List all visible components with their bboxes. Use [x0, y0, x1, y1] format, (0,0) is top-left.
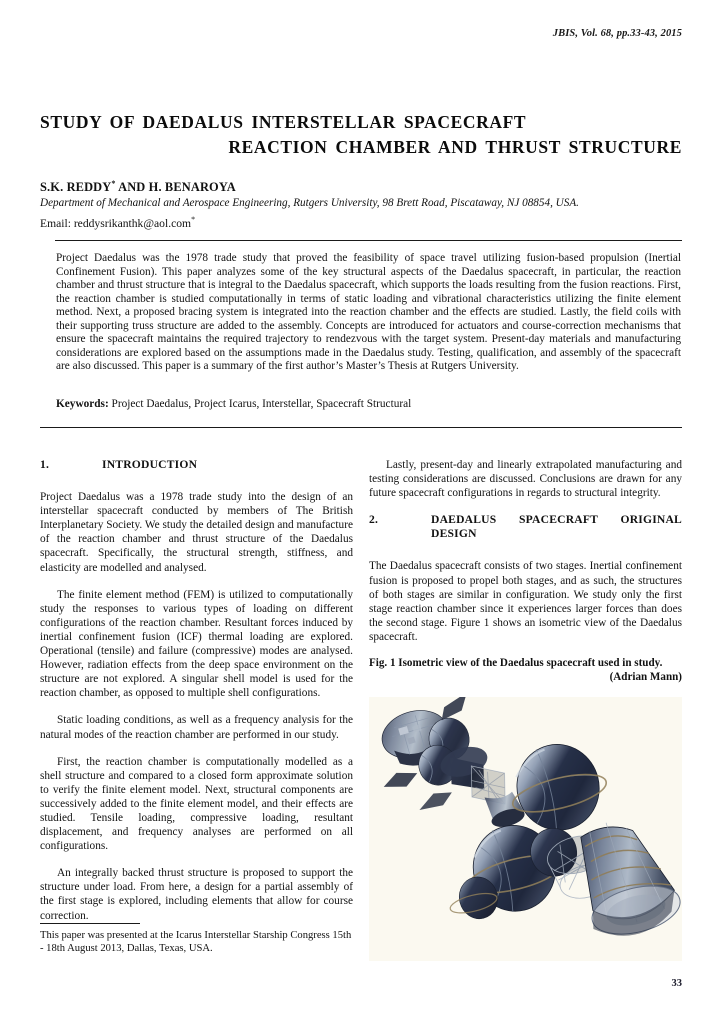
body-column-left	[40, 458, 353, 936]
footnote-text: This paper was presented at the Icarus Interstellar Starship Congress 15th - 18th August 2013, Dallas, Texas, USA.	[40, 930, 352, 954]
abstract-bottom-rule	[40, 427, 682, 428]
author-email	[40, 212, 682, 231]
paragraph: Static loading conditions, as well as a frequency analysis for the natural modes of the reaction chamber are performed in our study.	[40, 714, 353, 741]
page-number: 33	[671, 978, 682, 989]
section-title: DAEDALUS SPACECRAFT ORIGINAL DESIGN	[431, 513, 682, 541]
running-head: JBIS, Vol. 68, pp.33-43, 2015	[552, 28, 682, 39]
author-names	[40, 176, 682, 195]
keywords-value: Project Daedalus, Project Icarus, Interstellar, Spacecraft Structural	[108, 398, 412, 410]
author-block	[40, 176, 682, 231]
title-line-1: STUDY OF DAEDALUS INTERSTELLAR SPACECRAFT	[40, 112, 527, 132]
abstract-top-rule	[55, 240, 682, 241]
keywords-label: Keywords:	[56, 398, 109, 410]
section-number: 2.	[369, 513, 379, 527]
paragraph: Project Daedalus was a 1978 trade study into the design of an interstellar spacecraft conducted by members of The British Interplanetary Society. We study the detailed design and manufacture of the reaction chamber and thrust structure of the Daedalus spacecraft. Specifically, the structural strength, stiffness, and elasticity are modelled and analysed.	[40, 491, 353, 574]
abstract-text: Project Daedalus was the 1978 trade study that proved the feasibility of space travel utilizing fusion-based propulsion (Inertial Confinement Fusion). This paper analyzes some of the key structural aspects of the Daedalus spacecraft, in particular, the reaction chamber and thrust structure that is integral to the Daedalus spacecraft, which supports the loads resulting from the fusion reactions. First, the reaction chamber is studied computationally in terms of static loading and vibrational characteristics utilizing the finite element method. Next, a proposed bracing system is integrated into the reaction chamber and the effects are studied. Lastly, the field coils with their supporting truss structure are added to the assembly. Concepts are introduced for actuators and course-correction mechanisms that ensure the spacecraft maintains the required trajectory to rendezvous with the target system. Present-day materials and manufacturing considerations are explored based on the assumptions made in the Daedalus study. Testing, qualification, and assembly of the spacecraft are also discussed. This paper is a summary of the first author’s Master’s Thesis at Rutgers University.	[56, 252, 681, 373]
paragraph: Lastly, present-day and linearly extrapolated manufacturing and testing considerations are discussed. Conclusions are drawn for any future spacecraft configurations in regards to structural integrity.	[369, 459, 682, 500]
keywords	[56, 397, 681, 411]
email-label: Email:	[40, 216, 74, 230]
section-heading-introduction	[40, 458, 353, 472]
figure-caption-text: Fig. 1 Isometric view of the Daedalus spacecraft used in study.	[369, 657, 663, 670]
page-title	[40, 110, 682, 160]
author-names-tail: AND H. BENAROYA	[115, 180, 236, 195]
section-heading-daedalus-design	[369, 513, 682, 541]
figure-1-image	[369, 697, 682, 961]
section-title: INTRODUCTION	[102, 458, 198, 471]
title-line-2: REACTION CHAMBER AND THRUST STRUCTURE	[228, 137, 682, 157]
body-column-right	[369, 458, 682, 691]
paragraph: The Daedalus spacecraft consists of two stages. Inertial confinement fusion is proposed to propel both stages, and as such, the structures of both stages are similar in configuration. We study only the first stage reaction chamber since it experiences larger forces than does the second stage. Figure 1 shows an isometric view of the Daedalus spacecraft.	[369, 560, 682, 643]
email-address[interactable]: reddysrikanthk@aol.com	[73, 216, 192, 230]
email-footnote-marker: *	[191, 215, 196, 225]
figure-credit: (Adrian Mann)	[609, 670, 682, 683]
paragraph: First, the reaction chamber is computationally modelled as a shell structure and compared to a closed form approximate solution to verify the finite element model. Next, structural components are successively added to the finite element model, and their effects are studied. Tensile loading, compressive loading, resultant displacement, and frequency analyses are performed on all configurations.	[40, 755, 353, 853]
author-affiliation: Department of Mechanical and Aerospace Engineering, Rutgers University, 98 Brett Road, Piscataway, NJ 08854, USA.	[40, 197, 579, 210]
author-names-main: S.K. REDDY	[40, 180, 112, 195]
daedalus-spacecraft-illustration	[369, 697, 682, 961]
figure-caption	[369, 657, 682, 684]
paragraph: An integrally backed thrust structure is proposed to support the structure under load. From here, a design for a partial assembly of the first stage is explored, including elements that allow for course correction.	[40, 867, 353, 922]
author-footnote-marker: *	[111, 179, 116, 188]
section-number: 1.	[40, 458, 50, 471]
paragraph: The finite element method (FEM) is utilized to computationally study the responses to various types of loading on different configurations of the reaction chamber. Resultant forces induced by inertial confinement fusion (ICF) thermal loading are explored. Operational (tensile) and failure (compressive) modes are analysed. However, radiation effects from the deep space environment on the structure are not explored. A singular shell model is used for the reaction chamber, as opposed to multiple shell configurations.	[40, 588, 353, 700]
footnote-rule	[40, 923, 140, 924]
